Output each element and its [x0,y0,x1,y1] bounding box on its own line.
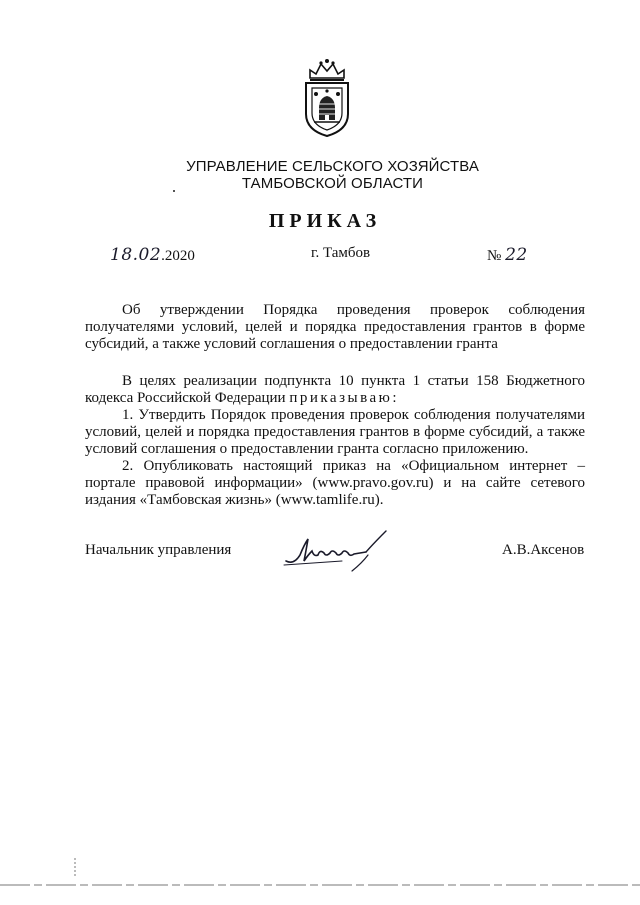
signatory-name: А.В.Аксенов [502,542,585,558]
order-body [85,373,585,509]
body-line [85,390,585,407]
body-line: условий, целей и порядка предоставления грантов в форме субсидий, а также [85,424,585,440]
body-item-1: 1. Утвердить Порядок проведения проверок соблюдения получателями [122,407,585,423]
subject-line: получателями условий, целей и порядка предоставления грантов в форме [85,319,585,335]
signatory-position: Начальник управления [85,542,232,558]
organization-name-line1: УПРАВЛЕНИЕ СЕЛЬСКОГО ХОЗЯЙСТВА [186,158,479,175]
number-handwritten: 22 [505,245,528,265]
number-prefix: № [487,248,502,264]
document-type-title: ПРИКАЗ [268,210,382,232]
scan-bottom-edge [0,884,640,886]
date-handwritten: 18.02 [110,245,162,265]
order-subject [85,302,585,353]
body-line: В целях реализации подпункта 10 пункта 1 статьи 158 Бюджетного [122,373,585,389]
body-line2-end: : [392,390,397,406]
body-line: условий соглашения о предоставлении гранта согласно приложению. [85,441,529,457]
coat-of-arms-emblem [300,58,354,138]
body-line: портале правовой информации» (www.pravo.gov.ru) и на сайте сетевого [85,475,585,491]
body-item-2: 2. Опубликовать настоящий приказ на «Официальном интернет – [122,458,585,474]
organization-name-line2: ТАМБОВСКОЙ ОБЛАСТИ [241,175,424,192]
date-year: .2020 [161,248,195,264]
document-date [110,245,195,265]
body-line: издания «Тамбовская жизнь» (www.tamlife.ru). [85,492,384,508]
document-city: г. Тамбов [311,245,371,261]
scan-margin-mark [74,858,76,876]
handwritten-signature [282,525,402,575]
body-directive-word: приказываю [289,390,393,406]
document-number [487,245,528,265]
subject-line: субсидий, а также условий соглашения о предоставлении гранта [85,336,498,352]
body-line2-start: кодекса Российской Федерации [85,390,286,406]
subject-line: Об утверждении Порядка проведения проверок соблюдения [122,302,585,318]
